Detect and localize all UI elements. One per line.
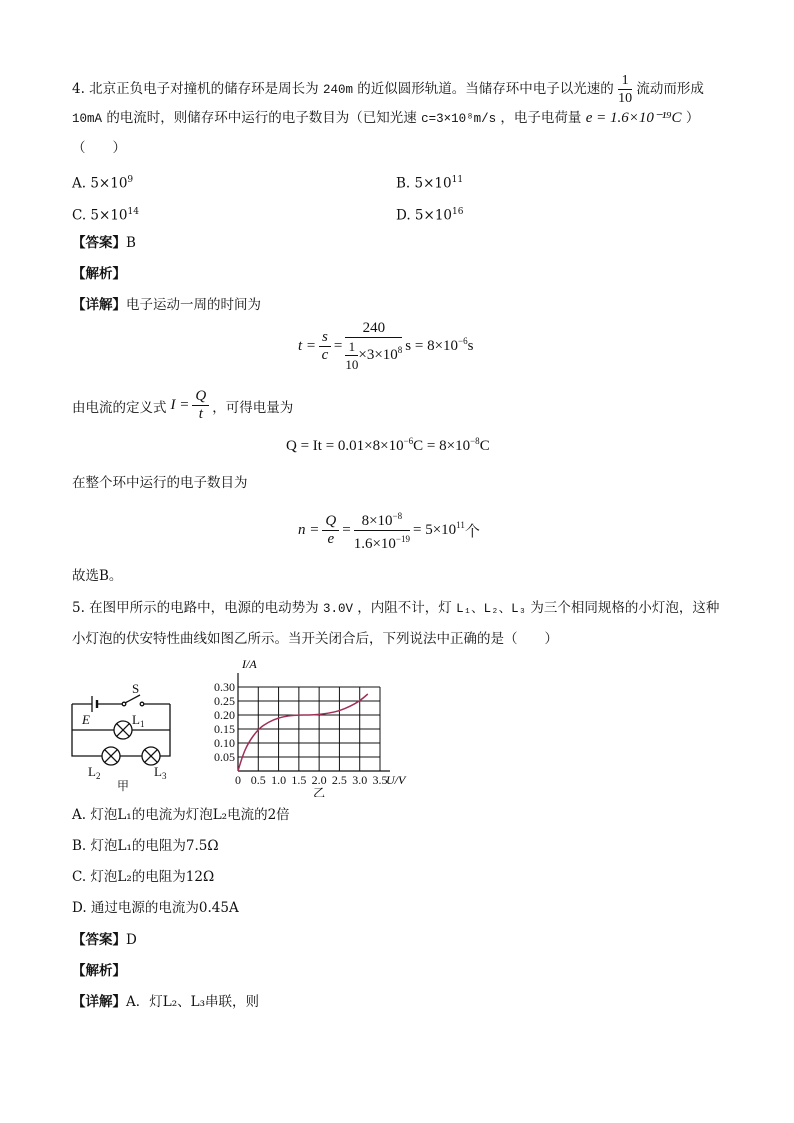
q4-line2: 10mA 的电流时，则储存环中运行的电子数目为（已知光速 c=3×10⁸m/s ，电子电荷量 e = 1.6×10⁻¹⁹C ） <box>72 110 700 126</box>
source-label: E <box>82 712 90 727</box>
chart-y-tick-label: 0.05 <box>214 750 235 764</box>
q4-option-a[interactable]: A. $5\times 10^9$ <box>72 175 134 192</box>
chart-y-tick-label: 0.30 <box>214 680 235 694</box>
q5-option-b[interactable]: B. 灯泡L₁的电阻为7.5Ω <box>72 838 219 854</box>
q4-eq1: t = $\frac{s}{c}$ = 240 $\frac{1}{10}$ $\times 3\times 10^8$ s = 8×10 $^{-6}$ s <box>298 320 474 372</box>
q4-option-b[interactable]: B. $5\times 10^{11}$ <box>396 175 464 192</box>
chart-x-tick-label: 0 <box>235 773 241 787</box>
q5-option-c[interactable]: C. 灯泡L₂的电阻为12Ω <box>72 869 215 885</box>
chart-y-tick-label: 0.25 <box>214 694 235 708</box>
q4-analysis-label: 【解析】 <box>72 266 126 282</box>
chart-x-tick-label: 3.0 <box>352 773 368 787</box>
l1-label: $L_1$ <box>132 712 145 729</box>
q4-line1: 4. 北京正负电子对撞机的储存环是周长为 240m 的近似圆形轨道。当储存环中电子以光速的 $\frac{1}{10}$ 流动而形成 <box>72 73 704 106</box>
q4-speed-fraction: $\frac{1}{10}$ <box>618 73 633 106</box>
chart-y-tick-label: 0.20 <box>214 708 235 722</box>
q4-answer: 【答案】B <box>72 235 136 251</box>
chart-x-tick-label: 0.5 <box>250 773 266 787</box>
circuit-diagram <box>66 680 176 792</box>
q4-definition: 由电流的定义式 I = $\frac{Q}{t}$ ，可得电量为 <box>72 388 294 422</box>
q5-detail: 【详解】A．灯L₂、L₃串联，则 <box>72 994 260 1010</box>
chart-x-tick-label: 2.5 <box>331 773 347 787</box>
q4-conclusion: 故选B。 <box>72 568 123 584</box>
q5-answer: 【答案】D <box>72 932 137 948</box>
q5-line1: 5. 在图甲所示的电路中，电源的电动势为 3.0V ，内阻不计，灯 L₁、L₂、L₃ 为三个相同规格的小灯泡，这种 <box>72 600 720 616</box>
chart-x-tick-label: 1.0 <box>271 773 287 787</box>
chart-series-line <box>238 694 368 771</box>
q4-count-text: 在整个环中运行的电子数目为 <box>72 475 248 491</box>
chart-y-tick-label: 0.15 <box>214 722 235 736</box>
l2-label: $L_2$ <box>88 764 101 781</box>
chart-x-axis-label: U/V <box>386 773 406 787</box>
circuit-caption: 甲 <box>117 779 130 792</box>
switch-blade <box>125 695 140 703</box>
switch-label: S <box>132 681 140 696</box>
chart-caption: 乙 <box>313 786 326 797</box>
switch-contact-right <box>140 702 144 706</box>
q5-option-d[interactable]: D. 通过电源的电流为0.45A <box>72 900 239 916</box>
q4-eq3: n = $\frac{Q}{e}$ = $\frac{8\times 10^{-8}}{1.6\times 10^{-19}}$ = 5×10 $^{11}$ 个 <box>298 508 480 553</box>
q5-line2: 小灯泡的伏安特性曲线如图乙所示。当开关闭合后，下列说法中正确的是（ ） <box>72 631 558 647</box>
q4-option-d[interactable]: D. $5\times 10^{16}$ <box>396 207 464 224</box>
iu-chart <box>200 655 430 797</box>
q5-analysis-label: 【解析】 <box>72 963 126 979</box>
chart-x-tick-label: 1.5 <box>291 773 307 787</box>
chart-x-tick-label: 3.5 <box>372 773 388 787</box>
q5-option-a[interactable]: A. 灯泡L₁的电流为灯泡L₂电流的2倍 <box>72 807 290 823</box>
chart-y-axis-label: I/A <box>242 657 257 671</box>
chart-y-tick-label: 0.10 <box>214 736 235 750</box>
l3-label: $L_3$ <box>154 764 167 781</box>
q4-detail: 【详解】电子运动一周的时间为 <box>72 297 261 313</box>
chart-x-tick-label: 2.0 <box>311 773 327 787</box>
q4-eq2: $Q = It = 0.01\times 8\times 10^{-6}C = 8\times 10^{-8}C$ <box>286 436 490 454</box>
q4-paren: （ ） <box>72 140 126 156</box>
q4-option-c[interactable]: C. $5\times 10^{14}$ <box>72 207 139 224</box>
chart-axes <box>238 673 390 771</box>
